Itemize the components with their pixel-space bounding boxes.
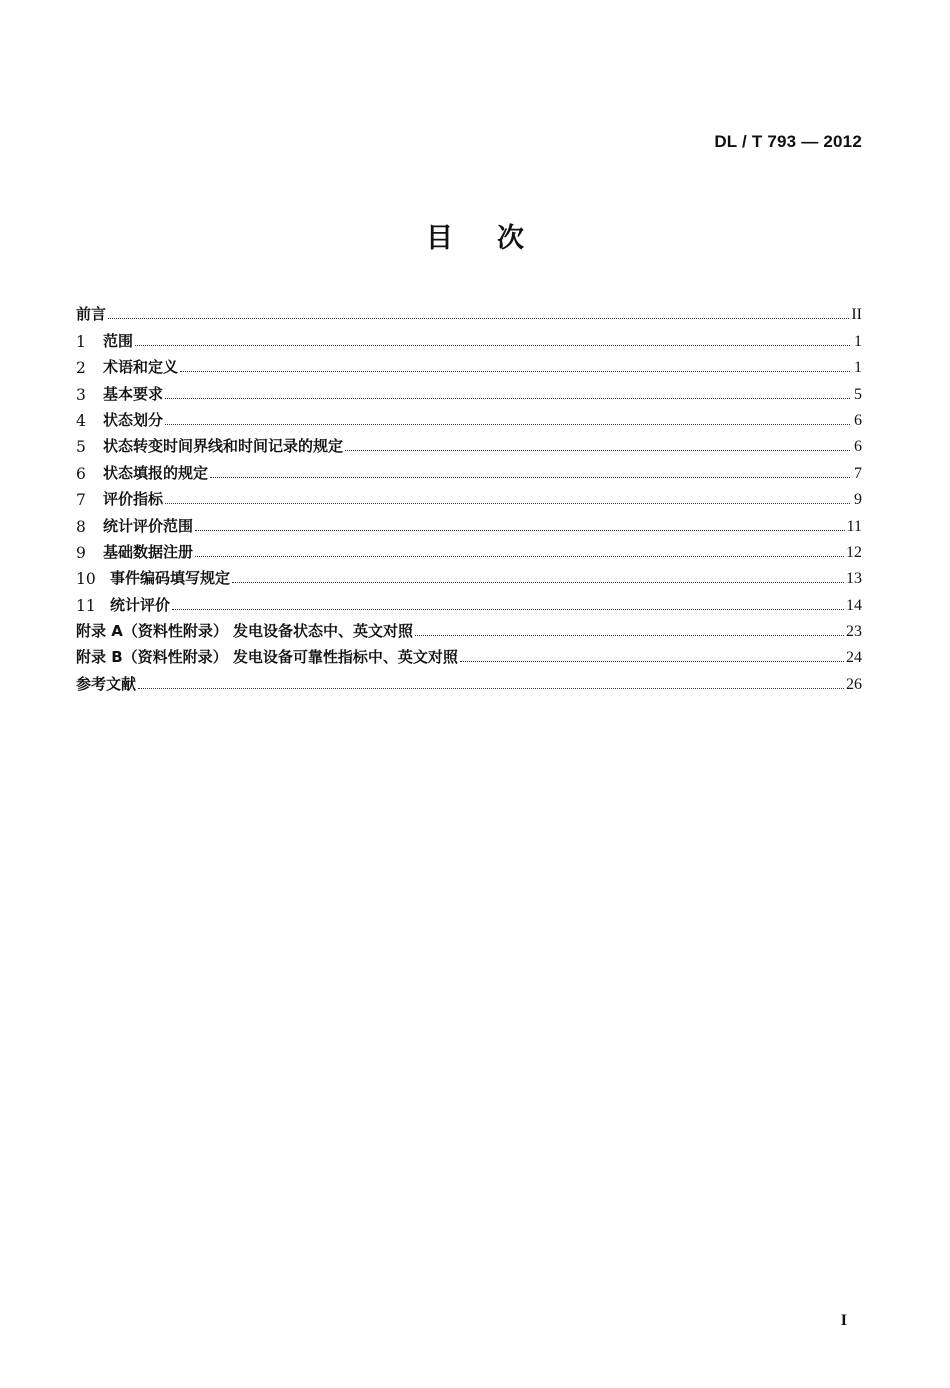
toc-entry-label: 附录 A（资料性附录） 发电设备状态中、英文对照 xyxy=(76,622,414,641)
toc-entry-appendix-b[interactable] xyxy=(76,641,862,667)
toc-leader-dots xyxy=(138,688,844,689)
toc-entry-number: 6 xyxy=(76,464,86,483)
toc-leader-dots xyxy=(165,424,850,425)
toc-entry-page: 24 xyxy=(846,649,862,667)
toc-entry-label: 范围 xyxy=(103,331,134,350)
toc-entry-label: 状态划分 xyxy=(103,410,164,429)
toc-leader-dots xyxy=(232,582,844,583)
toc-entry-number: 8 xyxy=(76,517,86,536)
toc-entry-7[interactable] xyxy=(76,483,862,509)
toc-entry-page: 12 xyxy=(846,543,862,561)
toc-entry-label: 参考文献 xyxy=(76,674,137,693)
toc-entry-6[interactable] xyxy=(76,456,862,482)
title-char-2: 次 xyxy=(497,223,524,254)
toc-entry-8[interactable] xyxy=(76,509,862,535)
toc-entry-references[interactable] xyxy=(76,667,862,693)
toc-entry-page: 13 xyxy=(846,570,862,588)
toc-leader-dots xyxy=(415,635,844,636)
toc-entry-number: 5 xyxy=(76,438,86,457)
toc-entry-9[interactable] xyxy=(76,536,862,562)
toc-entry-page: 6 xyxy=(854,438,862,456)
toc-entry-number: 10 xyxy=(76,570,96,589)
toc-entry-label: 术语和定义 xyxy=(103,358,179,377)
toc-entry-label: 评价指标 xyxy=(103,490,164,509)
toc-entry-11[interactable] xyxy=(76,588,862,614)
toc-entry-label: 状态转变时间界线和时间记录的规定 xyxy=(103,437,344,456)
toc-entry-label: 状态填报的规定 xyxy=(103,463,209,482)
toc-entry-page: 7 xyxy=(854,464,862,482)
toc-leader-dots xyxy=(165,398,850,399)
toc-leader-dots xyxy=(180,371,850,372)
toc-leader-dots xyxy=(195,530,845,531)
toc-entry-number: 2 xyxy=(76,359,86,378)
toc-entry-number: 4 xyxy=(76,411,86,430)
toc-entry-2[interactable] xyxy=(76,351,862,377)
toc-entry-10[interactable] xyxy=(76,562,862,588)
toc-entry-label: 基础数据注册 xyxy=(103,542,194,561)
footer-page-number: I xyxy=(840,1312,847,1329)
toc-entry-foreword[interactable] xyxy=(76,298,862,324)
toc-entry-number: 9 xyxy=(76,543,86,562)
toc-entry-label: 统计评价范围 xyxy=(103,516,194,535)
toc-entry-page: 14 xyxy=(846,596,862,614)
toc-leader-dots xyxy=(108,318,849,319)
table-of-contents xyxy=(76,298,862,694)
toc-entry-label: 统计评价 xyxy=(110,595,171,614)
toc-entry-label: 基本要求 xyxy=(103,384,164,403)
toc-entry-5[interactable] xyxy=(76,430,862,456)
toc-entry-3[interactable] xyxy=(76,377,862,403)
toc-leader-dots xyxy=(460,661,844,662)
toc-entry-page: 9 xyxy=(854,491,862,509)
title-char-1: 目 xyxy=(426,223,453,254)
toc-entry-number: 11 xyxy=(76,596,96,615)
toc-leader-dots xyxy=(165,503,850,504)
toc-entry-page: 1 xyxy=(854,332,862,350)
toc-leader-dots xyxy=(135,345,850,346)
toc-entry-page: 5 xyxy=(854,385,862,403)
toc-entry-page: 26 xyxy=(846,675,862,693)
page-title xyxy=(0,216,950,255)
toc-leader-dots xyxy=(210,477,850,478)
toc-entry-page: 1 xyxy=(854,359,862,377)
toc-entry-label: 事件编码填写规定 xyxy=(110,569,231,588)
toc-leader-dots xyxy=(345,450,850,451)
toc-entry-page: 23 xyxy=(846,623,862,641)
toc-entry-page: 6 xyxy=(854,411,862,429)
toc-entry-appendix-a[interactable] xyxy=(76,615,862,641)
toc-entry-4[interactable] xyxy=(76,404,862,430)
toc-entry-page: II xyxy=(851,306,862,324)
toc-entry-page: 11 xyxy=(846,517,862,535)
toc-entry-label: 前言 xyxy=(76,305,107,324)
toc-entry-1[interactable] xyxy=(76,324,862,350)
toc-entry-label: 附录 B（资料性附录） 发电设备可靠性指标中、英文对照 xyxy=(76,648,458,667)
toc-entry-number: 1 xyxy=(76,332,86,351)
standard-code: DL / T 793 — 2012 xyxy=(714,132,862,151)
toc-entry-number: 7 xyxy=(76,491,86,510)
toc-leader-dots xyxy=(172,609,844,610)
toc-entry-number: 3 xyxy=(76,385,86,404)
toc-leader-dots xyxy=(195,556,844,557)
